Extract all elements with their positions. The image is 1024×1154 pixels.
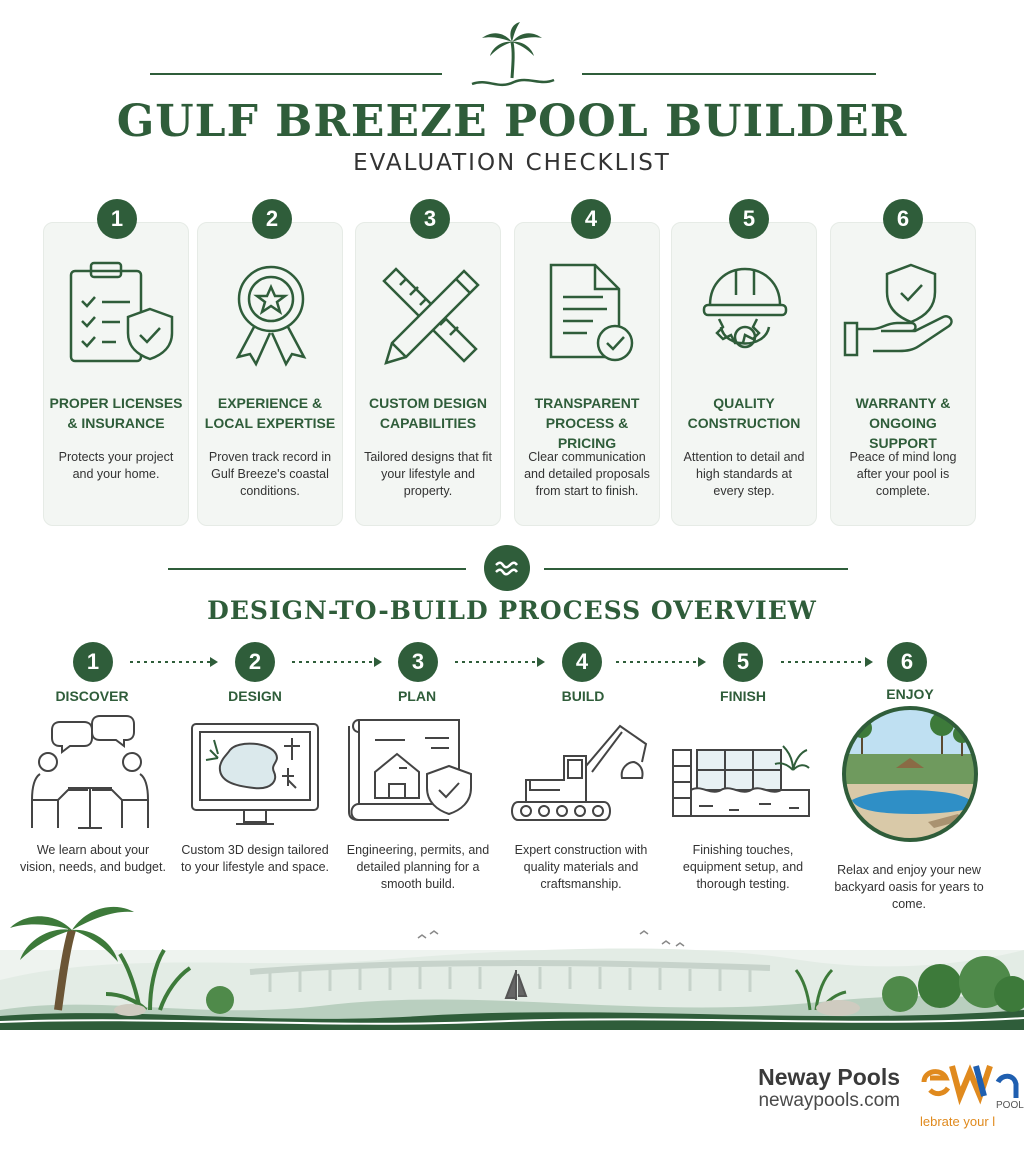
header-rule-right xyxy=(582,73,876,75)
step-description: Custom 3D design tailored to your lifestyle and space. xyxy=(181,843,329,874)
step-number-badge: 3 xyxy=(398,642,438,682)
checklist-card-desc: Protects your project and your home. xyxy=(58,450,174,481)
step-number-badge: 3 xyxy=(410,199,450,239)
dotted-arrow-icon xyxy=(290,652,384,672)
checklist-card-title: PROPER LICENSES & INSURANCE xyxy=(49,395,183,431)
blueprint-shield-icon xyxy=(345,710,495,834)
step-description: Finishing touches, equipment setup, and thorough testing. xyxy=(682,843,804,891)
step-number-badge: 6 xyxy=(887,642,927,682)
step-number-badge: 5 xyxy=(723,642,763,682)
step-label: FINISH xyxy=(720,688,766,704)
clipboard-shield-icon xyxy=(44,257,190,367)
checklist-card-desc: Tailored designs that fit your lifestyle and property. xyxy=(364,450,492,498)
checklist-card-desc: Peace of mind long after your pool is complete. xyxy=(849,450,957,498)
brand-name: Neway Pools xyxy=(758,1064,900,1090)
checklist-card-desc: Clear communication and detailed proposals from start to finish. xyxy=(524,450,650,498)
step-description: We learn about your vision, needs, and budget. xyxy=(20,843,166,874)
page-subtitle: EVALUATION CHECKLIST xyxy=(353,150,671,176)
checklist-card-title: WARRANTY & ONGOING SUPPORT xyxy=(855,395,951,451)
divider-badge xyxy=(484,545,530,591)
dotted-arrow-icon xyxy=(779,652,875,672)
coastal-scene-illustration xyxy=(0,890,1024,1030)
step-label: ENJOY xyxy=(886,686,934,702)
section-divider-left xyxy=(168,568,466,570)
hand-shield-icon xyxy=(831,257,977,367)
step-number-badge: 2 xyxy=(235,642,275,682)
brand-url[interactable]: newaypools.com xyxy=(758,1090,900,1111)
excavator-icon xyxy=(508,710,658,834)
step-description: Relax and enjoy your new backyard oasis for years to come. xyxy=(834,863,984,911)
step-number-badge: 4 xyxy=(562,642,602,682)
step-label: BUILD xyxy=(561,688,605,704)
logo-text: POOL xyxy=(996,1100,1024,1111)
checklist-card xyxy=(671,222,817,526)
ruler-pencil-icon xyxy=(356,257,502,367)
palm-tree-icon xyxy=(468,20,556,92)
checklist-card-title: CUSTOM DESIGN CAPABILITIES xyxy=(369,395,487,431)
checklist-card xyxy=(514,222,660,526)
header-rule-left xyxy=(150,73,442,75)
checklist-card xyxy=(197,222,343,526)
brand-tagline: lebrate your l xyxy=(920,1114,996,1129)
waves-icon xyxy=(484,545,530,591)
monitor-pool-design-icon xyxy=(180,710,330,834)
step-description: Expert construction with quality materials and craftsmanship. xyxy=(514,843,648,891)
step-label: DESIGN xyxy=(228,688,282,704)
neway-logo-icon xyxy=(918,1052,1024,1112)
section-divider-right xyxy=(544,568,848,570)
step-number-badge: 1 xyxy=(97,199,137,239)
step-label: DISCOVER xyxy=(55,688,129,704)
consultation-icon xyxy=(18,710,168,834)
step-number-badge: 4 xyxy=(571,199,611,239)
award-ribbon-icon xyxy=(198,257,344,367)
page-title: GULF BREEZE POOL BUILDER xyxy=(116,96,908,147)
pool-tile-icon xyxy=(669,710,819,834)
checklist-card-desc: Proven track record in Gulf Breeze's coastal conditions. xyxy=(208,450,332,498)
checklist-card xyxy=(830,222,976,526)
step-number-badge: 1 xyxy=(73,642,113,682)
checklist-card-desc: Attention to detail and high standards at every step. xyxy=(683,450,805,498)
pool-photo-icon xyxy=(832,704,988,844)
step-number-badge: 5 xyxy=(729,199,769,239)
step-description: Engineering, permits, and detailed planning for a smooth build. xyxy=(346,843,490,891)
checklist-card-title: QUALITY CONSTRUCTION xyxy=(687,395,801,431)
dotted-arrow-icon xyxy=(453,652,547,672)
step-number-badge: 6 xyxy=(883,199,923,239)
checklist-card-title: EXPERIENCE & LOCAL EXPERTISE xyxy=(204,395,336,431)
document-check-icon xyxy=(515,257,661,367)
step-label: PLAN xyxy=(397,688,437,704)
process-title: DESIGN-TO-BUILD PROCESS OVERVIEW xyxy=(207,596,817,625)
checklist-card-title: TRANSPARENT PROCESS & PRICING xyxy=(534,395,640,451)
hardhat-gear-icon xyxy=(672,257,818,367)
step-number-badge: 2 xyxy=(252,199,292,239)
dotted-arrow-icon xyxy=(128,652,220,672)
checklist-card xyxy=(43,222,189,526)
dotted-arrow-icon xyxy=(614,652,708,672)
checklist-card xyxy=(355,222,501,526)
